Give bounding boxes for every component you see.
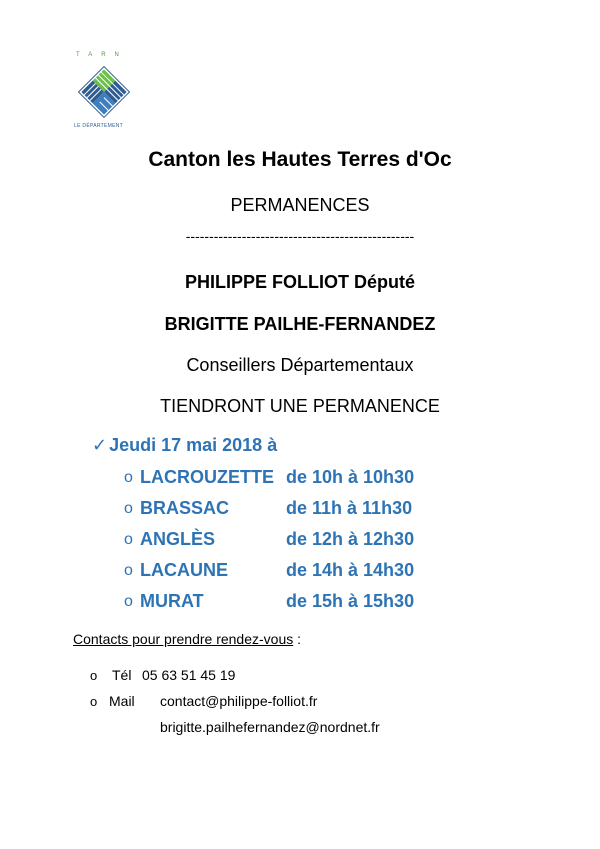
- checkmark-icon: ✓: [92, 435, 108, 455]
- circle-bullet-icon: o: [90, 694, 98, 709]
- schedule-time: de 11h à 11h30: [286, 498, 413, 518]
- schedule-place: LACAUNE: [140, 560, 228, 580]
- schedule-row: [0, 529, 600, 559]
- logo-bottom-text: LE DÉPARTEMENT: [74, 123, 124, 129]
- schedule-row: [0, 560, 600, 590]
- permanence-announcement: TIENDRONT UNE PERMANENCE: [160, 396, 440, 416]
- phone-label: Tél: [112, 667, 132, 683]
- tarn-department-logo: [74, 52, 134, 132]
- schedule-row: [0, 498, 600, 528]
- councillors-role: Conseillers Départementaux: [186, 355, 414, 375]
- email-link-secondary[interactable]: brigitte.pailhefernandez@nordnet.fr: [160, 719, 380, 735]
- mail-label: Mail: [109, 693, 135, 709]
- schedule-row: [0, 591, 600, 621]
- circle-bullet-icon: o: [124, 593, 133, 610]
- schedule-date: [92, 435, 277, 456]
- contacts-heading-text: Contacts pour prendre rendez-vous: [73, 631, 294, 647]
- separator-line: -------------------------------------------------: [185, 228, 415, 244]
- page-title: Canton les Hautes Terres d'Oc: [148, 148, 452, 171]
- schedule-time: de 10h à 10h30: [286, 467, 415, 487]
- contacts-heading-suffix: :: [293, 631, 302, 647]
- schedule-place: BRASSAC: [140, 498, 230, 518]
- schedule-place: LACROUZETTE: [140, 467, 274, 487]
- circle-bullet-icon: o: [90, 668, 98, 683]
- councillor-name: BRIGITTE PAILHE-FERNANDEZ: [164, 314, 436, 334]
- circle-bullet-icon: o: [124, 562, 133, 579]
- logo-emblem-icon: [76, 64, 132, 120]
- email-link-primary[interactable]: contact@philippe-folliot.fr: [160, 693, 318, 709]
- phone-number: 05 63 51 45 19: [142, 667, 236, 683]
- schedule-time: de 12h à 12h30: [286, 529, 415, 549]
- logo-top-text: TARN: [76, 52, 128, 58]
- deputy-name: PHILIPPE FOLLIOT Député: [184, 272, 415, 292]
- circle-bullet-icon: o: [124, 531, 133, 548]
- schedule-time: de 15h à 15h30: [286, 591, 415, 611]
- circle-bullet-icon: o: [124, 500, 133, 517]
- schedule-place: MURAT: [140, 591, 204, 611]
- circle-bullet-icon: o: [124, 469, 133, 486]
- schedule-row: [0, 467, 600, 497]
- schedule-place: ANGLÈS: [140, 529, 216, 549]
- page-subtitle: PERMANENCES: [230, 195, 370, 215]
- schedule-date-text: Jeudi 17 mai 2018 à: [109, 435, 278, 455]
- schedule-time: de 14h à 14h30: [286, 560, 415, 580]
- contacts-heading: [73, 631, 301, 647]
